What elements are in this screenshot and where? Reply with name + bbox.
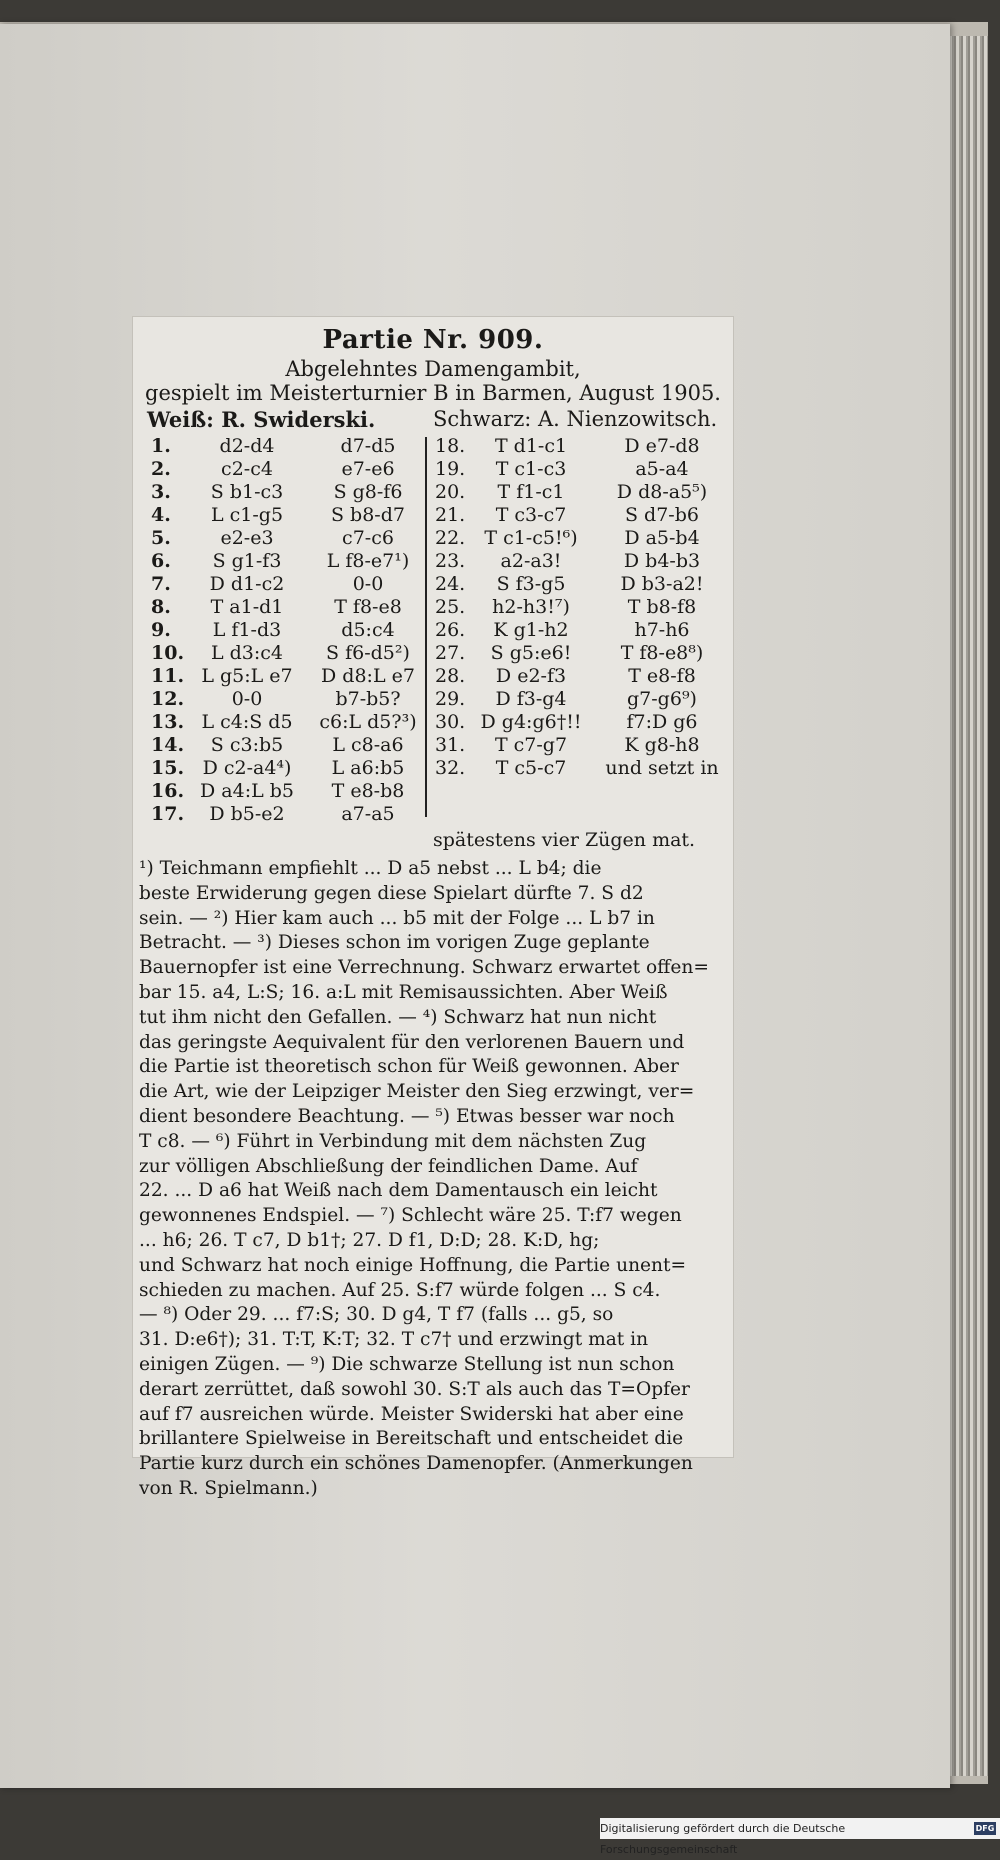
move-row (151, 780, 441, 803)
move-black: T f8-e8 (334, 596, 402, 618)
move-num: 21. (435, 504, 466, 526)
move-white: D f3-g4 (495, 688, 567, 710)
move-num: 13. (151, 711, 185, 733)
move-white: L f1-d3 (212, 619, 282, 641)
move-black: b7-b5? (335, 688, 401, 710)
move-row (151, 458, 441, 481)
move-row (151, 803, 441, 826)
move-black: g7-g6⁹) (627, 688, 697, 710)
move-row (429, 757, 729, 780)
move-num: 28. (435, 665, 466, 687)
annotation-line: bar 15. a4, L:S; 16. a:L mit Remisaussichten. Aber Weiß (139, 981, 668, 1003)
move-num: 24. (435, 573, 466, 595)
move-num: 31. (435, 734, 466, 756)
move-black: S g8-f6 (333, 481, 403, 503)
annotation-line: brillantere Spielweise in Bereitschaft und entscheidet die (139, 1428, 684, 1450)
annotation-line: Betracht. — ³) Dieses schon im vorigen Zuge geplante (139, 932, 650, 954)
move-black: und setzt in (605, 757, 719, 779)
moves-column-left (151, 435, 441, 826)
tournament-info: gespielt im Meisterturnier B in Barmen, August 1905. (145, 381, 721, 405)
move-num: 3. (151, 481, 171, 503)
move-row (429, 527, 729, 550)
move-white: L g5:L e7 (201, 665, 293, 687)
move-white: T d1-c1 (494, 435, 568, 457)
move-black: a5-a4 (635, 458, 689, 480)
annotation-line: die Art, wie der Leipziger Meister den Sieg erzwingt, ver= (139, 1081, 695, 1103)
move-row (429, 550, 729, 573)
move-white: 0-0 (231, 688, 263, 710)
move-black: T f8-e8⁸) (620, 642, 704, 664)
annotation-line: ... h6; 26. T c7, D b1†; 27. D f1, D:D; 28. K:D, hg; (139, 1229, 600, 1251)
annotation-line: ¹) Teichmann empfiehlt ... D a5 nebst ... L b4; die (139, 858, 602, 879)
move-white: D d1-c2 (209, 573, 285, 595)
move-white: S c3:b5 (210, 734, 284, 756)
move-row (151, 619, 441, 642)
move-num: 17. (151, 803, 185, 825)
move-black: f7:D g6 (626, 711, 698, 733)
move-black: L c8-a6 (332, 734, 404, 756)
move-row (151, 734, 441, 757)
move-black: D b4-b3 (623, 550, 701, 572)
move-num: 5. (151, 527, 171, 549)
move-row (151, 596, 441, 619)
move-black: L f8-e7¹) (326, 550, 410, 572)
move-white: d2-d4 (219, 435, 275, 457)
move-num: 10. (151, 642, 185, 664)
newspaper-clipping (132, 316, 734, 1499)
move-white: T f1-c1 (497, 481, 565, 503)
move-black: T e8-b8 (331, 780, 405, 802)
annotation-line: T c8. — ⁶) Führt in Verbindung mit dem nächsten Zug (139, 1130, 647, 1152)
move-black: D b3-a2! (620, 573, 704, 595)
move-row (429, 711, 729, 734)
move-white: D g4:g6†!! (480, 711, 582, 733)
annotation-line: gewonnenes Endspiel. — ⁷) Schlecht wäre 25. T:f7 wegen (139, 1205, 682, 1227)
move-num: 4. (151, 504, 171, 526)
move-black: c6:L d5?³) (319, 711, 417, 733)
move-num: 22. (435, 527, 466, 549)
annotation-line: zur völligen Abschließung der feindlichen Dame. Auf (139, 1155, 638, 1177)
footer-credit: Digitalisierung gefördert durch die Deutsche Forschungsgemeinschaft (600, 1822, 846, 1856)
move-black: L a6:b5 (331, 757, 405, 779)
footer-bar (600, 1818, 1000, 1856)
move-row (429, 619, 729, 642)
annotation-line: tut ihm nicht den Gefallen. — ⁴) Schwarz hat nun nicht (139, 1006, 657, 1028)
annotation-line: Partie kurz durch ein schönes Damenopfer. (Anmerkungen (139, 1453, 693, 1475)
move-num: 30. (435, 711, 466, 733)
move-black: a7-a5 (341, 803, 395, 825)
move-row (429, 642, 729, 665)
move-white: S b1-c3 (210, 481, 284, 503)
move-row (151, 573, 441, 596)
annotation-line: dient besondere Beachtung. — ⁵) Etwas besser war noch (139, 1105, 675, 1127)
move-black: e7-e6 (341, 458, 395, 480)
move-black: h7-h6 (634, 619, 690, 641)
move-row (429, 596, 729, 619)
annotation-line: auf f7 ausreichen würde. Meister Swiderski hat aber eine (139, 1403, 684, 1425)
annotation-line: derart zerrüttet, daß sowohl 30. S:T als auch das T=Opfer (139, 1378, 690, 1400)
move-num: 23. (435, 550, 466, 572)
move-num: 18. (435, 435, 466, 457)
move-black: K g8-h8 (624, 734, 700, 756)
move-white: T c1-c3 (495, 458, 567, 480)
move-num: 27. (435, 642, 466, 664)
move-row (151, 527, 441, 550)
move-white: L d3:c4 (210, 642, 284, 664)
move-num: 20. (435, 481, 466, 503)
move-num: 9. (151, 619, 171, 641)
annotation-line: das geringste Aequivalent für den verlorenen Bauern und (139, 1031, 685, 1053)
annotation-line: und Schwarz hat noch einige Hoffnung, die Partie unent= (139, 1254, 687, 1276)
move-black: d5:c4 (341, 619, 395, 641)
annotation-line: 22. ... D a6 hat Weiß nach dem Damentausch ein leicht (139, 1180, 658, 1202)
move-row (151, 481, 441, 504)
move-num: 8. (151, 596, 171, 618)
move-white: T c7-g7 (494, 734, 568, 756)
move-black: D d8:L e7 (321, 665, 415, 687)
white-player: Weiß: R. Swiderski. (147, 407, 376, 432)
move-black: c7-c6 (342, 527, 394, 549)
move-white: L c4:S d5 (201, 711, 293, 733)
annotation-line: 31. D:e6†); 31. T:T, K:T; 32. T c7† und erzwingt mat in (139, 1329, 649, 1351)
move-black: T b8-f8 (627, 596, 697, 618)
move-black: d7-d5 (340, 435, 396, 457)
move-num: 16. (151, 780, 185, 802)
move-black: T e8-f8 (628, 665, 696, 687)
move-row (151, 665, 441, 688)
column-divider (425, 437, 427, 817)
move-black: S d7-b6 (625, 504, 699, 526)
move-row (151, 435, 441, 458)
moves-column-right (429, 435, 729, 780)
move-white: D a4:L b5 (200, 780, 294, 802)
move-white: L c1-g5 (210, 504, 284, 526)
move-white: D b5-e2 (209, 803, 285, 825)
annotation-line: schieden zu machen. Auf 25. S:f7 würde folgen ... S c4. (139, 1279, 661, 1301)
move-num: 2. (151, 458, 171, 480)
move-row (429, 458, 729, 481)
move-num: 26. (435, 619, 466, 641)
move-num: 25. (435, 596, 466, 618)
move-row (429, 481, 729, 504)
move-row (429, 573, 729, 596)
move-white: T a1-d1 (210, 596, 284, 618)
annotation-line: einigen Zügen. — ⁹) Die schwarze Stellung ist nun schon (139, 1353, 675, 1375)
move-num: 12. (151, 688, 185, 710)
move-white: T c5-c7 (495, 757, 567, 779)
move-num: 11. (151, 665, 185, 687)
move-white: S g5:e6! (490, 642, 572, 664)
move-white: a2-a3! (500, 550, 562, 572)
move-row (429, 504, 729, 527)
move-white: D c2-a4⁴) (202, 757, 292, 779)
opening-name: Abgelehntes Damengambit, (285, 357, 581, 381)
move-white: K g1-h2 (493, 619, 569, 641)
move-num: 32. (435, 757, 466, 779)
annotation-line: sein. — ²) Hier kam auch ... b5 mit der Folge ... L b7 in (139, 907, 655, 929)
move-num: 14. (151, 734, 185, 756)
move-white: e2-e3 (220, 527, 274, 549)
move-num: 15. (151, 757, 185, 779)
move-black: S f6-d5²) (326, 642, 410, 664)
dfg-logo: DFG (975, 1824, 995, 1833)
move-row (151, 688, 441, 711)
annotation-line: von R. Spielmann.) (139, 1477, 318, 1499)
move-black: S b8-d7 (331, 504, 405, 526)
black-player: Schwarz: A. Nienzowitsch. (433, 407, 718, 431)
move-white: S g1-f3 (212, 550, 282, 572)
move-num: 6. (151, 550, 171, 572)
move-white: c2-c4 (221, 458, 273, 480)
annotation-line: beste Erwiderung gegen diese Spielart dürfte 7. S d2 (139, 882, 644, 904)
game-result-line: spätestens vier Zügen mat. (433, 829, 696, 851)
move-white: D e2-f3 (495, 665, 567, 687)
move-black: D a5-b4 (624, 527, 700, 549)
move-row (429, 734, 729, 757)
annotations (139, 857, 731, 1502)
move-row (151, 504, 441, 527)
move-row (151, 711, 441, 734)
move-row (429, 435, 729, 458)
move-row (151, 757, 441, 780)
move-black: D e7-d8 (624, 435, 700, 457)
annotation-line: die Partie ist theoretisch schon für Weiß gewonnen. Aber (139, 1056, 679, 1078)
players-line (147, 407, 727, 435)
move-row (151, 550, 441, 573)
move-black: D d8-a5⁵) (616, 481, 708, 503)
move-num: 1. (151, 435, 171, 457)
move-white: T c3-c7 (495, 504, 567, 526)
annotation-line: Bauernopfer ist eine Verrechnung. Schwarz erwartet offen= (139, 957, 709, 979)
move-white: S f3-g5 (496, 573, 566, 595)
move-black: 0-0 (352, 573, 384, 595)
book-page (0, 24, 950, 1788)
move-num: 29. (435, 688, 466, 710)
game-title: Partie Nr. 909. (322, 325, 544, 355)
annotation-line: — ⁸) Oder 29. ... f7:S; 30. D g4, T f7 (falls ... g5, so (139, 1304, 614, 1326)
move-white: h2-h3!⁷) (492, 596, 570, 618)
move-row (429, 688, 729, 711)
move-num: 19. (435, 458, 466, 480)
move-row (429, 665, 729, 688)
move-row (151, 642, 441, 665)
move-white: T c1-c5!⁶) (484, 527, 578, 549)
move-num: 7. (151, 573, 171, 595)
